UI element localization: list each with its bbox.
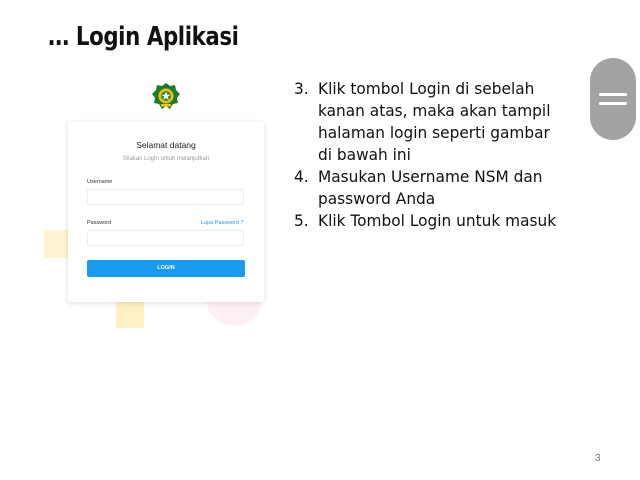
ministry-emblem-icon <box>151 82 181 110</box>
list-item <box>294 210 568 232</box>
instruction-list <box>294 78 579 232</box>
step-number: 3. <box>294 79 309 98</box>
step-text: Klik tombol Login di sebelah kanan atas, maka akan tampil halaman login seperti gambar di bawah ini <box>318 79 551 164</box>
login-title: Selamat datang <box>136 140 196 150</box>
menu-icon-bar-top <box>599 93 627 96</box>
password-input[interactable] <box>87 230 244 246</box>
forgot-password-link[interactable]: Lupa Password ? <box>201 220 244 226</box>
menu-button[interactable] <box>590 58 636 140</box>
decorative-shape <box>116 302 144 328</box>
list-item <box>294 166 568 210</box>
slide-title: … Login Aplikasi <box>48 22 239 52</box>
list-item <box>294 78 568 166</box>
login-card <box>68 122 264 302</box>
password-label: Password <box>87 220 112 226</box>
login-button[interactable]: LOGIN <box>87 260 245 277</box>
step-number: 4. <box>294 167 309 186</box>
username-label: Username <box>87 179 113 185</box>
username-input[interactable] <box>87 189 244 205</box>
step-text: Klik Tombol Login untuk masuk <box>318 211 557 230</box>
step-number: 5. <box>294 211 309 230</box>
menu-icon-bar-bottom <box>599 102 627 105</box>
decorative-shape <box>44 230 68 258</box>
page-number: 3 <box>595 453 601 464</box>
login-subtitle: Silakan Login untuk melanjutkan <box>122 156 210 162</box>
step-text: Masukan Username NSM dan password Anda <box>318 167 543 208</box>
